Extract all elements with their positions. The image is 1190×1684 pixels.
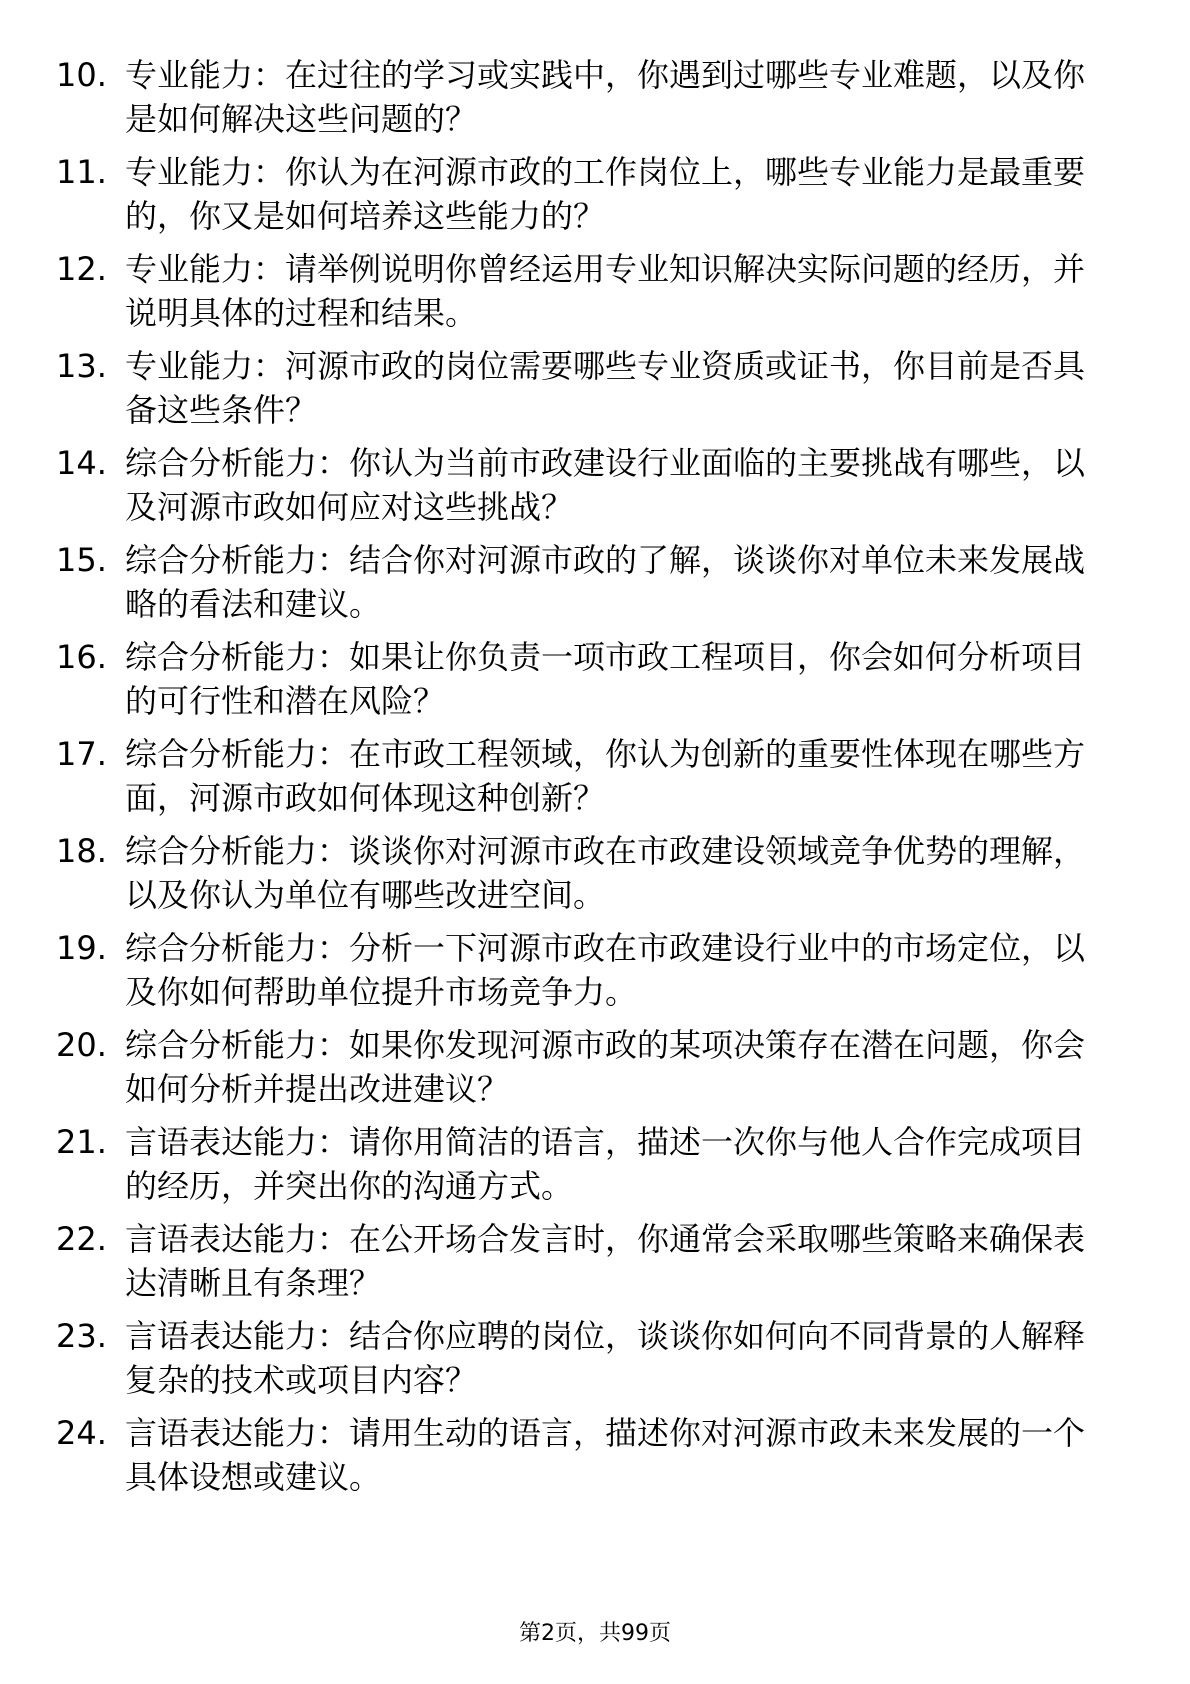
list-item [0, 150, 1190, 240]
question-number: 17. [56, 735, 107, 773]
list-item [0, 1411, 1190, 1501]
question-text: 专业能力：河源市政的岗位需要哪些专业资质或证书，你目前是否具备这些条件？ [125, 347, 1086, 429]
question-number: 14. [56, 444, 107, 482]
question-number: 23. [56, 1317, 107, 1355]
list-item [0, 53, 1190, 143]
question-number: 12. [56, 250, 107, 288]
question-number: 22. [56, 1220, 107, 1258]
list-item [0, 1314, 1190, 1404]
question-number: 16. [56, 638, 107, 676]
question-text: 综合分析能力：如果让你负责一项市政工程项目，你会如何分析项目的可行性和潜在风险？ [125, 638, 1086, 720]
question-text: 综合分析能力：结合你对河源市政的了解，谈谈你对单位未来发展战略的看法和建议。 [125, 541, 1086, 623]
question-number: 20. [56, 1026, 107, 1064]
list-item [0, 1120, 1190, 1210]
question-text: 言语表达能力：请用生动的语言，描述你对河源市政未来发展的一个具体设想或建议。 [125, 1414, 1086, 1496]
question-number: 11. [56, 153, 107, 191]
list-item [0, 829, 1190, 919]
list-item [0, 538, 1190, 628]
list-item [0, 441, 1190, 531]
list-item [0, 732, 1190, 822]
list-item [0, 1217, 1190, 1307]
question-text: 综合分析能力：如果你发现河源市政的某项决策存在潜在问题，你会如何分析并提出改进建议？ [125, 1026, 1086, 1108]
question-text: 言语表达能力：请你用简洁的语言，描述一次你与他人合作完成项目的经历，并突出你的沟通方式。 [125, 1123, 1086, 1205]
question-number: 18. [56, 832, 107, 870]
list-item [0, 1023, 1190, 1113]
question-text: 专业能力：你认为在河源市政的工作岗位上，哪些专业能力是最重要的，你又是如何培养这些能力的？ [125, 153, 1086, 235]
list-item [0, 344, 1190, 434]
question-text: 综合分析能力：谈谈你对河源市政在市政建设领域竞争优势的理解，以及你认为单位有哪些改进空间。 [125, 832, 1086, 914]
list-item [0, 247, 1190, 337]
question-number: 21. [56, 1123, 107, 1161]
question-number: 15. [56, 541, 107, 579]
page-footer: 第2页，共99页 [519, 1621, 671, 1646]
question-text: 专业能力：请举例说明你曾经运用专业知识解决实际问题的经历，并说明具体的过程和结果。 [125, 250, 1086, 332]
question-text: 综合分析能力：你认为当前市政建设行业面临的主要挑战有哪些，以及河源市政如何应对这些挑战？ [125, 444, 1086, 526]
question-text: 言语表达能力：结合你应聘的岗位，谈谈你如何向不同背景的人解释复杂的技术或项目内容？ [125, 1317, 1086, 1399]
list-item [0, 635, 1190, 725]
question-number: 19. [56, 929, 107, 967]
question-text: 综合分析能力：在市政工程领域，你认为创新的重要性体现在哪些方面，河源市政如何体现这种创新？ [125, 735, 1086, 817]
list-item [0, 926, 1190, 1016]
question-text: 综合分析能力：分析一下河源市政在市政建设行业中的市场定位，以及你如何帮助单位提升市场竞争力。 [125, 929, 1086, 1011]
question-text: 专业能力：在过往的学习或实践中，你遇到过哪些专业难题，以及你是如何解决这些问题的？ [125, 56, 1086, 138]
question-number: 13. [56, 347, 107, 385]
question-text: 言语表达能力：在公开场合发言时，你通常会采取哪些策略来确保表达清晰且有条理？ [125, 1220, 1086, 1302]
question-number: 24. [56, 1414, 107, 1452]
question-number: 10. [56, 56, 107, 94]
